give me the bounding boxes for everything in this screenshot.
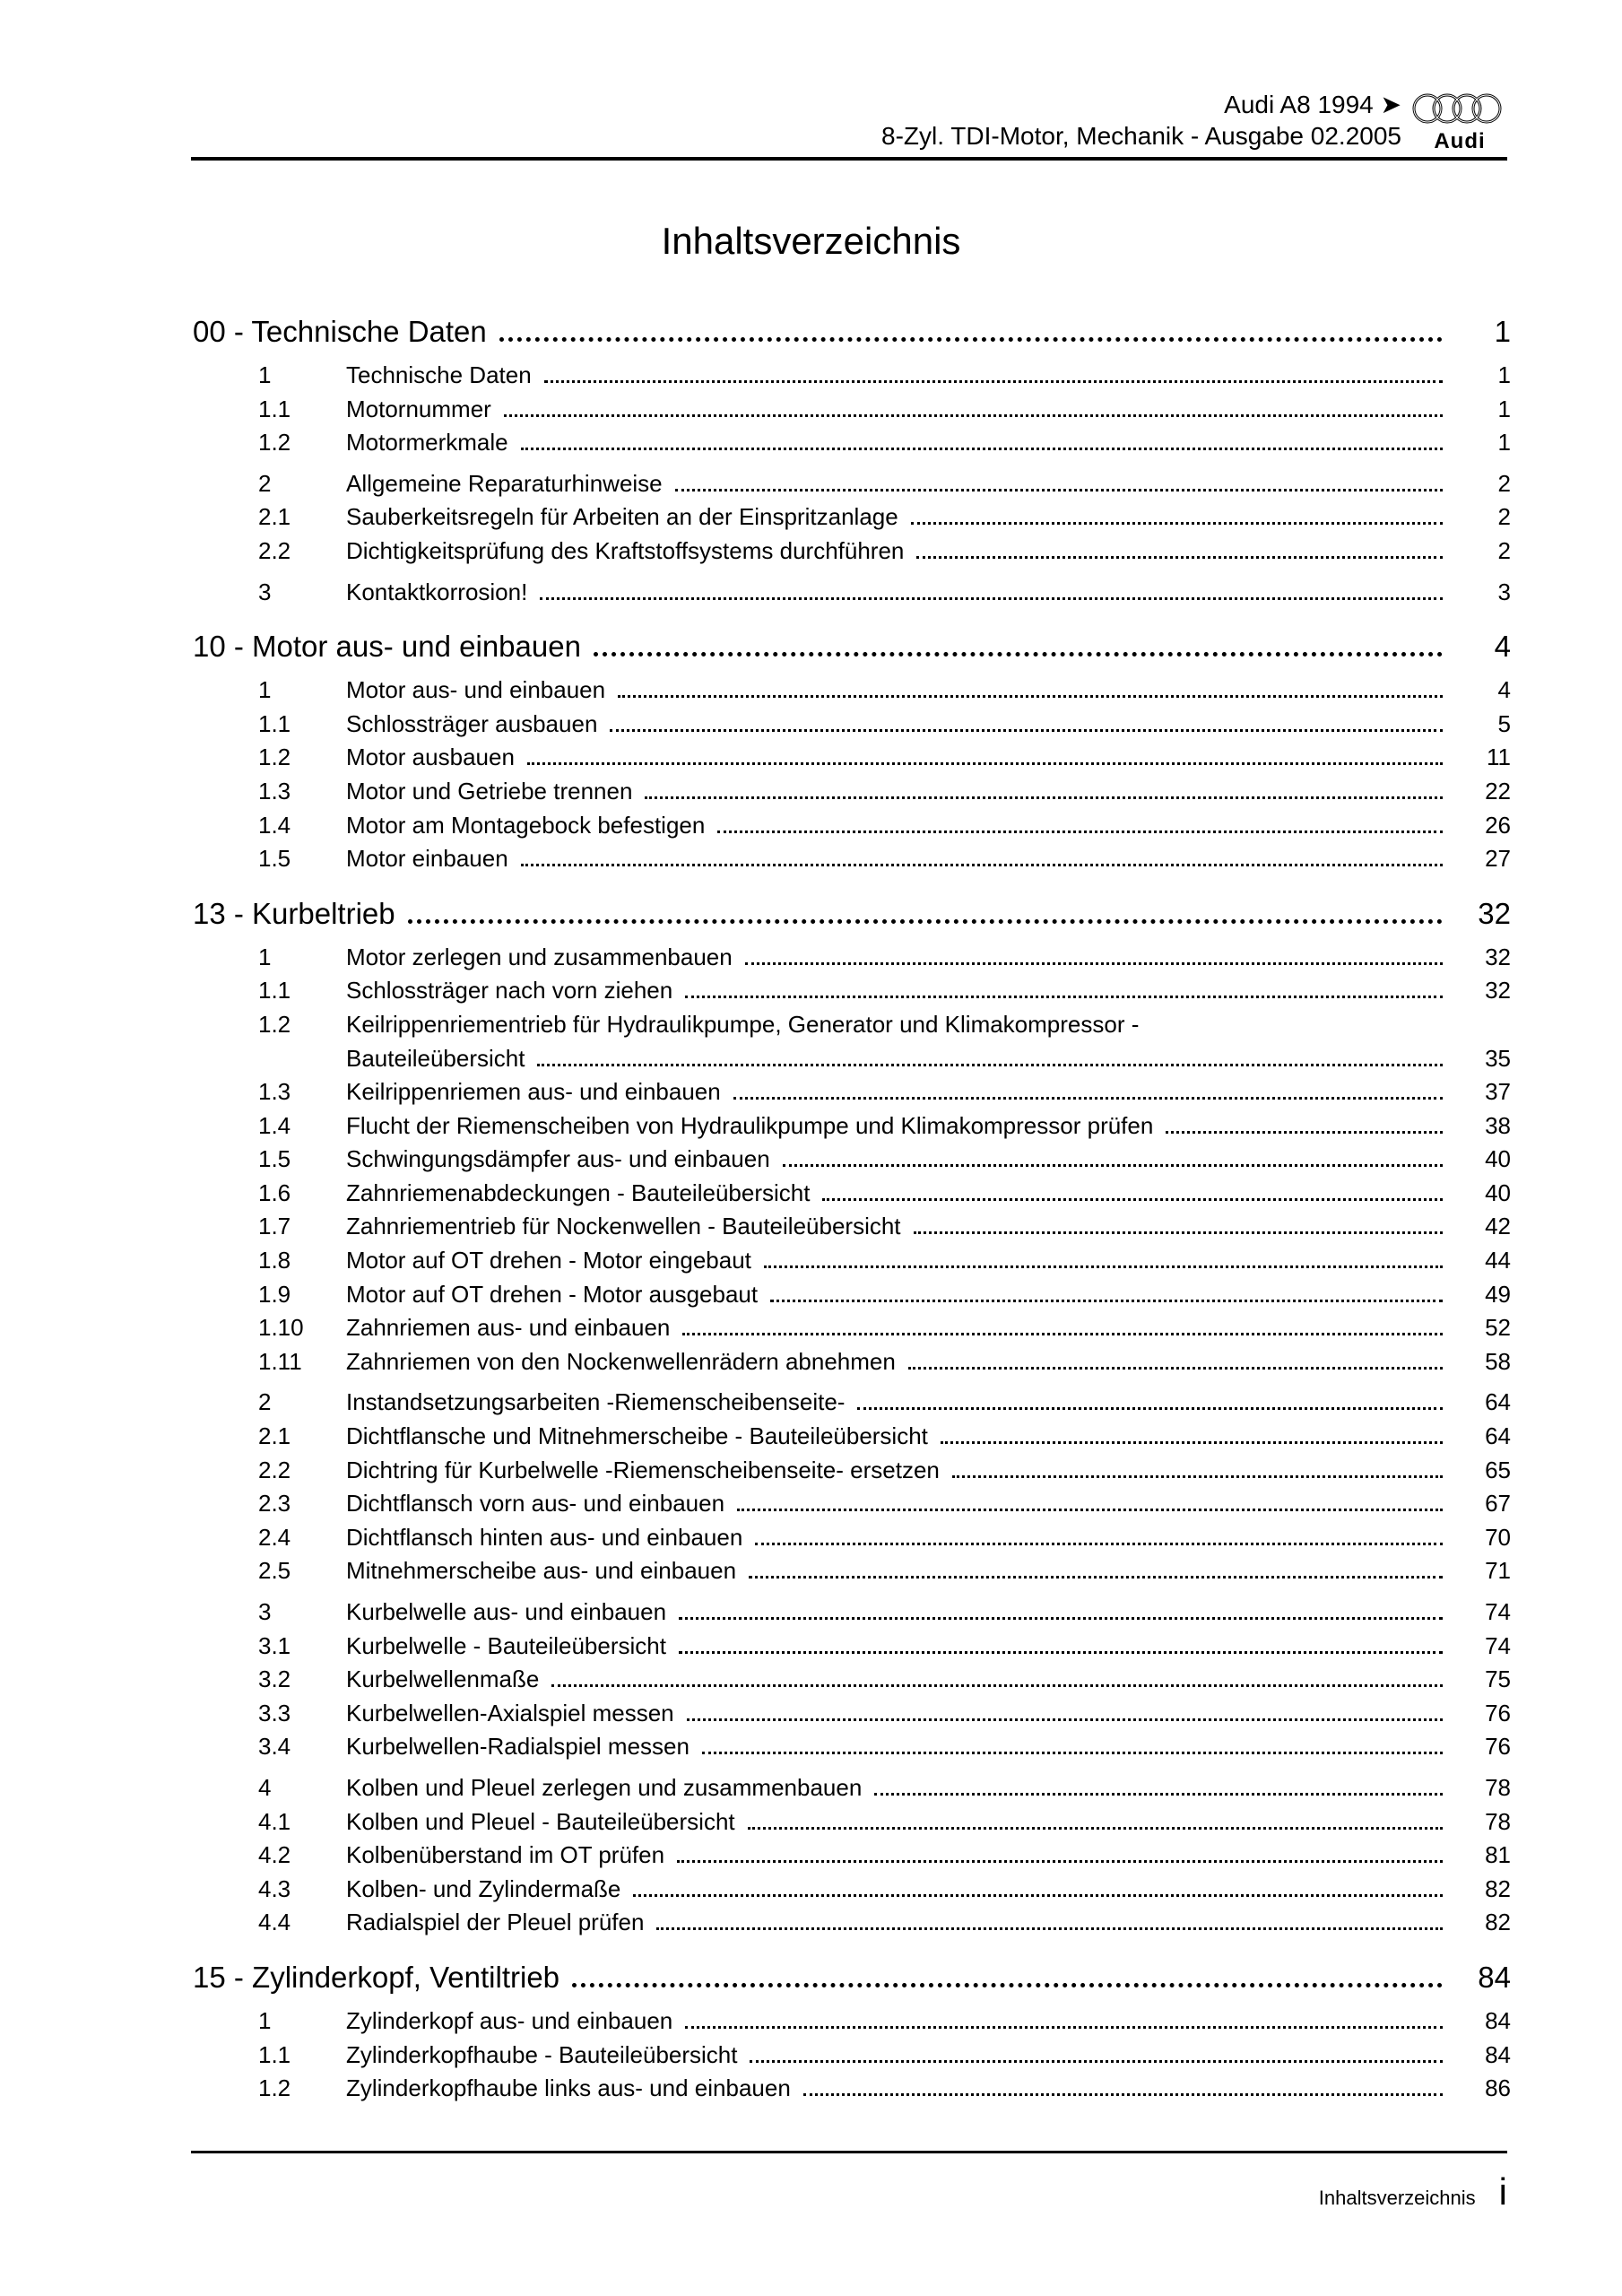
section-page-number: 37 [1485, 1078, 1511, 1106]
dot-leader [572, 1983, 1443, 1987]
toc-subsection-entry[interactable] [193, 393, 1511, 427]
dot-leader [679, 1617, 1443, 1620]
section-number: 1.5 [258, 845, 291, 873]
toc-chapter-block [193, 894, 1511, 1940]
chapter-page-number: 1 [1494, 315, 1511, 348]
dot-leader [675, 489, 1443, 491]
toc-section-entry[interactable] [193, 941, 1511, 975]
toc-chapter-entry[interactable] [193, 627, 1511, 666]
dot-leader [633, 1894, 1443, 1897]
section-title: Motor aus- und einbauen [346, 676, 606, 704]
dot-leader [527, 762, 1443, 765]
section-number: 2.1 [258, 503, 291, 531]
section-page-number: 65 [1485, 1456, 1511, 1483]
section-title: Motor am Montagebock befestigen [346, 811, 706, 839]
dot-leader [551, 1684, 1443, 1687]
section-page-number: 58 [1485, 1347, 1511, 1375]
section-title: Dichtflansch hinten aus- und einbauen [346, 1523, 743, 1551]
toc-subsection-entry[interactable] [193, 2039, 1511, 2073]
section-page-number: 2 [1497, 503, 1511, 531]
section-page-number: 40 [1485, 1145, 1511, 1173]
section-number: 3 [258, 578, 272, 605]
page-title: Inhaltsverzeichnis [661, 220, 961, 262]
footer-page-number: i [1498, 2170, 1507, 2213]
footer-label: Inhaltsverzeichnis [1318, 2187, 1476, 2209]
toc-subsection-entry[interactable] [193, 1109, 1511, 1144]
dot-leader [685, 996, 1443, 998]
section-title: Motornummer [346, 395, 491, 422]
section-page-number: 4 [1497, 676, 1511, 704]
toc-chapter-block [193, 627, 1511, 876]
section-number: 3.3 [258, 1699, 291, 1726]
section-number: 1.2 [258, 2074, 291, 2102]
toc-subsection-entry[interactable] [193, 708, 1511, 742]
dot-leader [677, 1860, 1443, 1863]
dot-leader [1166, 1131, 1443, 1134]
section-number: 3 [258, 1598, 272, 1625]
section-page-number: 84 [1485, 2006, 1511, 2034]
toc-subsection-entry[interactable] [193, 1420, 1511, 1454]
section-title: Dichtring für Kurbelwelle -Riemenscheibenseite- ersetzen [346, 1456, 940, 1483]
section-number: 1 [258, 943, 272, 970]
toc-section-entry[interactable] [193, 2005, 1511, 2039]
section-number: 1 [258, 676, 272, 704]
section-page-number: 78 [1485, 1807, 1511, 1835]
section-title: Allgemeine Reparaturhinweise [346, 469, 663, 497]
dot-leader [656, 1927, 1443, 1930]
section-page-number: 82 [1485, 1909, 1511, 1936]
section-title: Dichtflansche und Mitnehmerscheibe - Bauteileübersicht [346, 1422, 928, 1450]
section-title: Kurbelwelle aus- und einbauen [346, 1598, 667, 1625]
section-title: Kurbelwellenmaße [346, 1665, 540, 1693]
toc-subsection-entry[interactable] [193, 1210, 1511, 1244]
section-page-number: 32 [1485, 977, 1511, 1004]
section-page-number: 76 [1485, 1699, 1511, 1726]
section-page-number: 84 [1485, 2040, 1511, 2068]
toc-chapter-entry[interactable] [193, 1958, 1511, 1997]
chapter-page-number: 4 [1494, 630, 1511, 664]
toc-subsection-entry[interactable] [193, 535, 1511, 569]
section-number: 4.2 [258, 1841, 291, 1869]
section-title: Schlossträger ausbauen [346, 709, 598, 737]
section-page-number: 70 [1485, 1523, 1511, 1551]
section-number: 2.1 [258, 1422, 291, 1450]
table-of-contents [193, 312, 1511, 2124]
section-title: Zahnriemen aus- und einbauen [346, 1314, 671, 1342]
dot-leader [521, 864, 1443, 866]
section-page-number: 38 [1485, 1111, 1511, 1139]
section-title: Zylinderkopf aus- und einbauen [346, 2006, 673, 2034]
section-number: 1.1 [258, 395, 291, 422]
chapter-title: 10 - Motor aus- und einbauen [193, 630, 581, 664]
section-page-number: 11 [1487, 744, 1511, 771]
toc-subsection-entry[interactable] [193, 1278, 1511, 1312]
dot-leader [717, 831, 1443, 833]
toc-chapter-block [193, 1958, 1511, 2106]
toc-subsection-entry[interactable] [193, 1143, 1511, 1177]
section-title: Motor ausbauen [346, 744, 515, 771]
toc-section-entry[interactable] [193, 1596, 1511, 1630]
section-page-number: 74 [1485, 1631, 1511, 1659]
section-page-number: 1 [1497, 361, 1511, 388]
section-title: Kolben- und Zylindermaße [346, 1874, 621, 1902]
section-number: 1.5 [258, 1145, 291, 1173]
dot-leader [645, 796, 1443, 799]
section-title: Dichtigkeitsprüfung des Kraftstoffsystems durchführen [346, 536, 905, 564]
section-page-number: 75 [1485, 1665, 1511, 1693]
toc-section-entry[interactable] [193, 1386, 1511, 1420]
section-number: 4 [258, 1773, 272, 1801]
section-page-number: 74 [1485, 1598, 1511, 1625]
dot-leader [874, 1793, 1443, 1796]
toc-subsection-entry[interactable] [193, 775, 1511, 809]
section-page-number: 81 [1485, 1841, 1511, 1869]
toc-subsection-entry[interactable] [193, 1730, 1511, 1764]
section-number: 1.4 [258, 811, 291, 839]
dot-leader [702, 1752, 1443, 1754]
dot-leader [733, 1097, 1443, 1100]
section-title: Motormerkmale [346, 429, 508, 457]
header-text [881, 90, 1401, 152]
toc-subsection-entry[interactable] [193, 426, 1511, 460]
section-title-continued-line [346, 1042, 1511, 1076]
section-title-block [346, 1008, 1511, 1075]
toc-subsection-entry[interactable] [193, 1697, 1511, 1731]
section-title: Radialspiel der Pleuel prüfen [346, 1909, 645, 1936]
toc-section-entry[interactable] [193, 674, 1511, 708]
dot-leader [737, 1509, 1443, 1511]
toc-subsection-entry[interactable] [193, 1177, 1511, 1211]
dot-leader [750, 2060, 1443, 2063]
chapter-title: 13 - Kurbeltrieb [193, 896, 395, 930]
section-title: Motor einbauen [346, 845, 508, 873]
section-number: 2 [258, 469, 272, 497]
chapter-page-number: 32 [1478, 896, 1511, 930]
section-page-number: 52 [1485, 1314, 1511, 1342]
section-title: Zylinderkopfhaube - Bauteileübersicht [346, 2040, 738, 2068]
toc-subsection-entry[interactable] [193, 741, 1511, 775]
section-title: Kurbelwellen-Axialspiel messen [346, 1699, 674, 1726]
section-page-number: 2 [1497, 536, 1511, 564]
section-page-number: 78 [1485, 1773, 1511, 1801]
section-number: 2.3 [258, 1490, 291, 1518]
dot-leader [914, 1231, 1443, 1234]
toc-subsection-entry[interactable] [193, 1345, 1511, 1379]
section-number: 1.2 [258, 429, 291, 457]
section-number: 2 [258, 1388, 272, 1416]
dot-leader [679, 1651, 1443, 1654]
toc-section-entry[interactable] [193, 467, 1511, 501]
section-page-number: 64 [1485, 1422, 1511, 1450]
section-number: 1.2 [258, 744, 291, 771]
section-title: Mitnehmerscheibe aus- und einbauen [346, 1557, 737, 1585]
dot-leader [748, 1827, 1443, 1830]
toc-subsection-entry[interactable] [193, 1554, 1511, 1588]
section-number: 1.1 [258, 2040, 291, 2068]
toc-subsection-entry[interactable] [193, 1075, 1511, 1109]
section-number: 4.3 [258, 1874, 291, 1902]
section-page-number: 42 [1485, 1213, 1511, 1240]
section-page-number: 49 [1485, 1280, 1511, 1308]
dot-leader [803, 2093, 1443, 2096]
dot-leader [408, 919, 1443, 924]
section-page-number: 22 [1485, 777, 1511, 804]
audi-wordmark: Audi [1434, 129, 1486, 153]
header-model: Audi A8 1994 ➤ [1224, 91, 1401, 118]
section-page-number: 64 [1485, 1388, 1511, 1416]
section-title: Zahnriemen von den Nockenwellenrädern abnehmen [346, 1347, 896, 1375]
section-number: 1.3 [258, 1078, 291, 1106]
section-number: 1.10 [258, 1314, 304, 1342]
dot-leader [952, 1475, 1443, 1478]
section-title: Motor auf OT drehen - Motor eingebaut [346, 1247, 751, 1274]
section-title: Kolben und Pleuel zerlegen und zusammenbauen [346, 1773, 863, 1801]
dot-leader [941, 1441, 1443, 1444]
toc-subsection-entry[interactable] [193, 2072, 1511, 2106]
audi-four-rings-icon [1410, 91, 1504, 126]
section-title: Kontaktkorrosion! [346, 578, 528, 605]
toc-chapter-entry[interactable] [193, 894, 1511, 934]
section-page-number: 1 [1497, 429, 1511, 457]
dot-leader [857, 1407, 1443, 1410]
toc-subsection-entry[interactable] [193, 1008, 1511, 1075]
dot-leader [544, 380, 1443, 383]
audi-logo [1410, 91, 1509, 156]
section-title: Zahnriemenabdeckungen - Bauteileübersicht [346, 1178, 811, 1206]
dot-leader [770, 1300, 1443, 1302]
section-number: 1.7 [258, 1213, 291, 1240]
section-number: 3.1 [258, 1631, 291, 1659]
section-page-number: 82 [1485, 1874, 1511, 1902]
section-title: Schlossträger nach vorn ziehen [346, 977, 673, 1004]
section-page-number: 40 [1485, 1178, 1511, 1206]
section-page-number: 27 [1485, 845, 1511, 873]
section-number: 1.3 [258, 777, 291, 804]
dot-leader [610, 729, 1443, 732]
dot-leader [916, 556, 1443, 559]
section-page-number: 5 [1497, 709, 1511, 737]
section-number: 1.1 [258, 977, 291, 1004]
chapter-page-number: 84 [1478, 1960, 1511, 1994]
section-title: Kolben und Pleuel - Bauteileübersicht [346, 1807, 735, 1835]
toc-subsection-entry[interactable] [193, 1521, 1511, 1555]
dot-leader [499, 337, 1443, 342]
section-number: 2.2 [258, 536, 291, 564]
dot-leader [822, 1198, 1443, 1201]
section-title: Kolbenüberstand im OT prüfen [346, 1841, 665, 1869]
section-number: 2.4 [258, 1523, 291, 1551]
toc-subsection-entry[interactable] [193, 1630, 1511, 1664]
toc-subsection-entry[interactable] [193, 1311, 1511, 1345]
dot-leader [911, 522, 1443, 525]
section-title: Schwingungsdämpfer aus- und einbauen [346, 1145, 770, 1173]
section-title: Instandsetzungsarbeiten -Riemenscheibenseite- [346, 1388, 846, 1416]
section-page-number: 3 [1497, 578, 1511, 605]
page-header [191, 90, 1509, 161]
dot-leader [594, 652, 1443, 657]
section-number: 3.2 [258, 1665, 291, 1693]
section-title: Sauberkeitsregeln für Arbeiten an der Einspritzanlage [346, 503, 898, 531]
section-page-number: 44 [1485, 1247, 1511, 1274]
dot-leader [504, 414, 1443, 417]
header-edition: 8-Zyl. TDI-Motor, Mechanik - Ausgabe 02.2005 [881, 122, 1401, 150]
section-title: Keilrippenriementrieb für Hydraulikpumpe, Generator und Klimakompressor - [346, 1010, 1140, 1038]
section-number: 1 [258, 361, 272, 388]
toc-subsection-entry[interactable] [193, 1663, 1511, 1697]
toc-subsection-entry[interactable] [193, 1906, 1511, 1940]
dot-leader [749, 1576, 1443, 1578]
section-page-number: 67 [1485, 1490, 1511, 1518]
dot-leader [618, 695, 1443, 698]
toc-chapter-entry[interactable] [193, 312, 1511, 352]
section-title: Motor und Getriebe trennen [346, 777, 633, 804]
header-divider [191, 157, 1507, 161]
section-page-number: 32 [1485, 943, 1511, 970]
chapter-title: 00 - Technische Daten [193, 315, 487, 348]
page-footer [1319, 2170, 1507, 2213]
section-number: 1.6 [258, 1178, 291, 1206]
dot-leader [908, 1367, 1443, 1370]
toc-chapter-block [193, 312, 1511, 609]
dot-leader [682, 1333, 1443, 1335]
section-title: Kurbelwellen-Radialspiel messen [346, 1733, 690, 1761]
dot-leader [687, 1718, 1443, 1721]
section-number: 3.4 [258, 1733, 291, 1761]
section-page-number: 86 [1485, 2074, 1511, 2102]
section-title: Technische Daten [346, 361, 532, 388]
toc-subsection-entry[interactable] [193, 809, 1511, 843]
toc-subsection-entry[interactable] [193, 1839, 1511, 1873]
section-page-number: 71 [1485, 1557, 1511, 1585]
section-number: 2.5 [258, 1557, 291, 1585]
section-title: Zahnriementrieb für Nockenwellen - Bauteileübersicht [346, 1213, 901, 1240]
section-title: Kurbelwelle - Bauteileübersicht [346, 1631, 666, 1659]
section-title: Motor zerlegen und zusammenbauen [346, 943, 733, 970]
section-number: 1.1 [258, 709, 291, 737]
dot-leader [540, 597, 1443, 600]
dot-leader [745, 962, 1443, 965]
section-number: 1.8 [258, 1247, 291, 1274]
section-number: 1.9 [258, 1280, 291, 1308]
section-page-number: 2 [1497, 469, 1511, 497]
toc-subsection-entry[interactable] [193, 1454, 1511, 1488]
section-title: Dichtflansch vorn aus- und einbauen [346, 1490, 725, 1518]
toc-subsection-entry[interactable] [193, 1244, 1511, 1278]
section-number: 2.2 [258, 1456, 291, 1483]
toc-subsection-entry[interactable] [193, 842, 1511, 876]
section-number: 4.4 [258, 1909, 291, 1936]
dot-leader [537, 1064, 1443, 1066]
section-number: 1.2 [258, 1010, 291, 1038]
toc-subsection-entry[interactable] [193, 500, 1511, 535]
section-number: 1.4 [258, 1111, 291, 1139]
section-title: Flucht der Riemenscheiben von Hydraulikpumpe und Klimakompressor prüfen [346, 1111, 1154, 1139]
toc-section-entry[interactable] [193, 359, 1511, 393]
section-number: 4.1 [258, 1807, 291, 1835]
section-title: Motor auf OT drehen - Motor ausgebaut [346, 1280, 759, 1308]
footer-divider [191, 2151, 1507, 2153]
toc-subsection-entry[interactable] [193, 974, 1511, 1008]
chapter-title: 15 - Zylinderkopf, Ventiltrieb [193, 1960, 560, 1994]
section-title: Keilrippenriemen aus- und einbauen [346, 1078, 721, 1106]
dot-leader [685, 2026, 1443, 2029]
toc-section-entry[interactable] [193, 1771, 1511, 1805]
section-page-number: 76 [1485, 1733, 1511, 1761]
section-page-number: 35 [1485, 1044, 1511, 1072]
dot-leader [783, 1164, 1443, 1167]
toc-subsection-entry[interactable] [193, 1873, 1511, 1907]
toc-subsection-entry[interactable] [193, 1487, 1511, 1521]
section-title-continued: Bauteileübersicht [346, 1044, 525, 1072]
dot-leader [764, 1265, 1443, 1268]
toc-section-entry[interactable] [193, 576, 1511, 610]
section-title: Zylinderkopfhaube links aus- und einbauen [346, 2074, 791, 2102]
section-page-number: 1 [1497, 395, 1511, 422]
dot-leader [755, 1543, 1443, 1545]
toc-subsection-entry[interactable] [193, 1805, 1511, 1839]
section-page-number: 26 [1485, 811, 1511, 839]
section-number: 1.11 [258, 1347, 302, 1375]
section-number: 1 [258, 2006, 272, 2034]
dot-leader [521, 448, 1443, 450]
